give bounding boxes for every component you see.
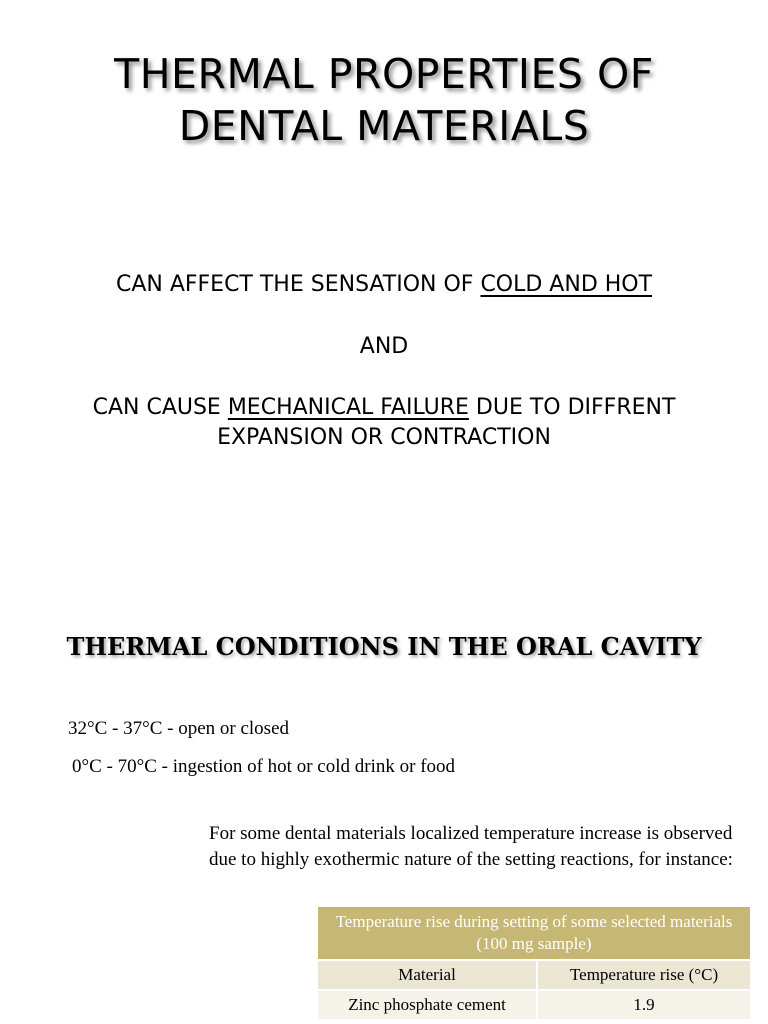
cell-material: Zinc phosphate cement bbox=[318, 990, 537, 1019]
temperature-range-1: 32°C - 37°C - open or closed bbox=[68, 718, 289, 739]
slide-oral-cavity-conditions bbox=[0, 512, 768, 1024]
mechanical-failure-suffix: DUE TO DIFFRENT bbox=[468, 395, 676, 420]
exothermic-intro: For some dental materials localized temperature increase is observed due to highly exothermic nature of the setting reactions, for instance: bbox=[209, 823, 733, 870]
mechanical-failure-prefix: CAN CAUSE bbox=[92, 395, 228, 420]
slide-title bbox=[0, 48, 768, 152]
temperature-range-2: 0°C - 70°C - ingestion of hot or cold drink or food bbox=[72, 756, 456, 777]
slide-title-line-1: THERMAL PROPERTIES OF bbox=[114, 50, 654, 98]
and-connector: AND bbox=[359, 334, 409, 359]
cell-temperature-rise: 1.9 bbox=[537, 990, 750, 1019]
mechanical-failure-emphasis: MECHANICAL FAILURE bbox=[227, 395, 469, 420]
expansion-contraction-line: EXPANSION OR CONTRACTION bbox=[217, 425, 551, 450]
cold-hot-statement bbox=[0, 270, 768, 300]
table-header-row bbox=[318, 960, 750, 990]
cold-hot-prefix: CAN AFFECT THE SENSATION OF bbox=[115, 272, 481, 297]
column-header-material: Material bbox=[318, 960, 537, 990]
mechanical-failure-statement bbox=[0, 393, 768, 423]
cold-hot-emphasis: COLD AND HOT bbox=[480, 272, 653, 297]
temperature-rise-table bbox=[318, 905, 750, 1019]
column-header-temperature-rise: Temperature rise (°C) bbox=[537, 960, 750, 990]
table-row bbox=[318, 990, 750, 1019]
section-title: THERMAL CONDITIONS IN THE ORAL CAVITY bbox=[66, 632, 702, 661]
table-caption: Temperature rise during setting of some selected materials (100 mg sample) bbox=[318, 906, 750, 960]
slide-title-line-2: DENTAL MATERIALS bbox=[178, 102, 590, 150]
